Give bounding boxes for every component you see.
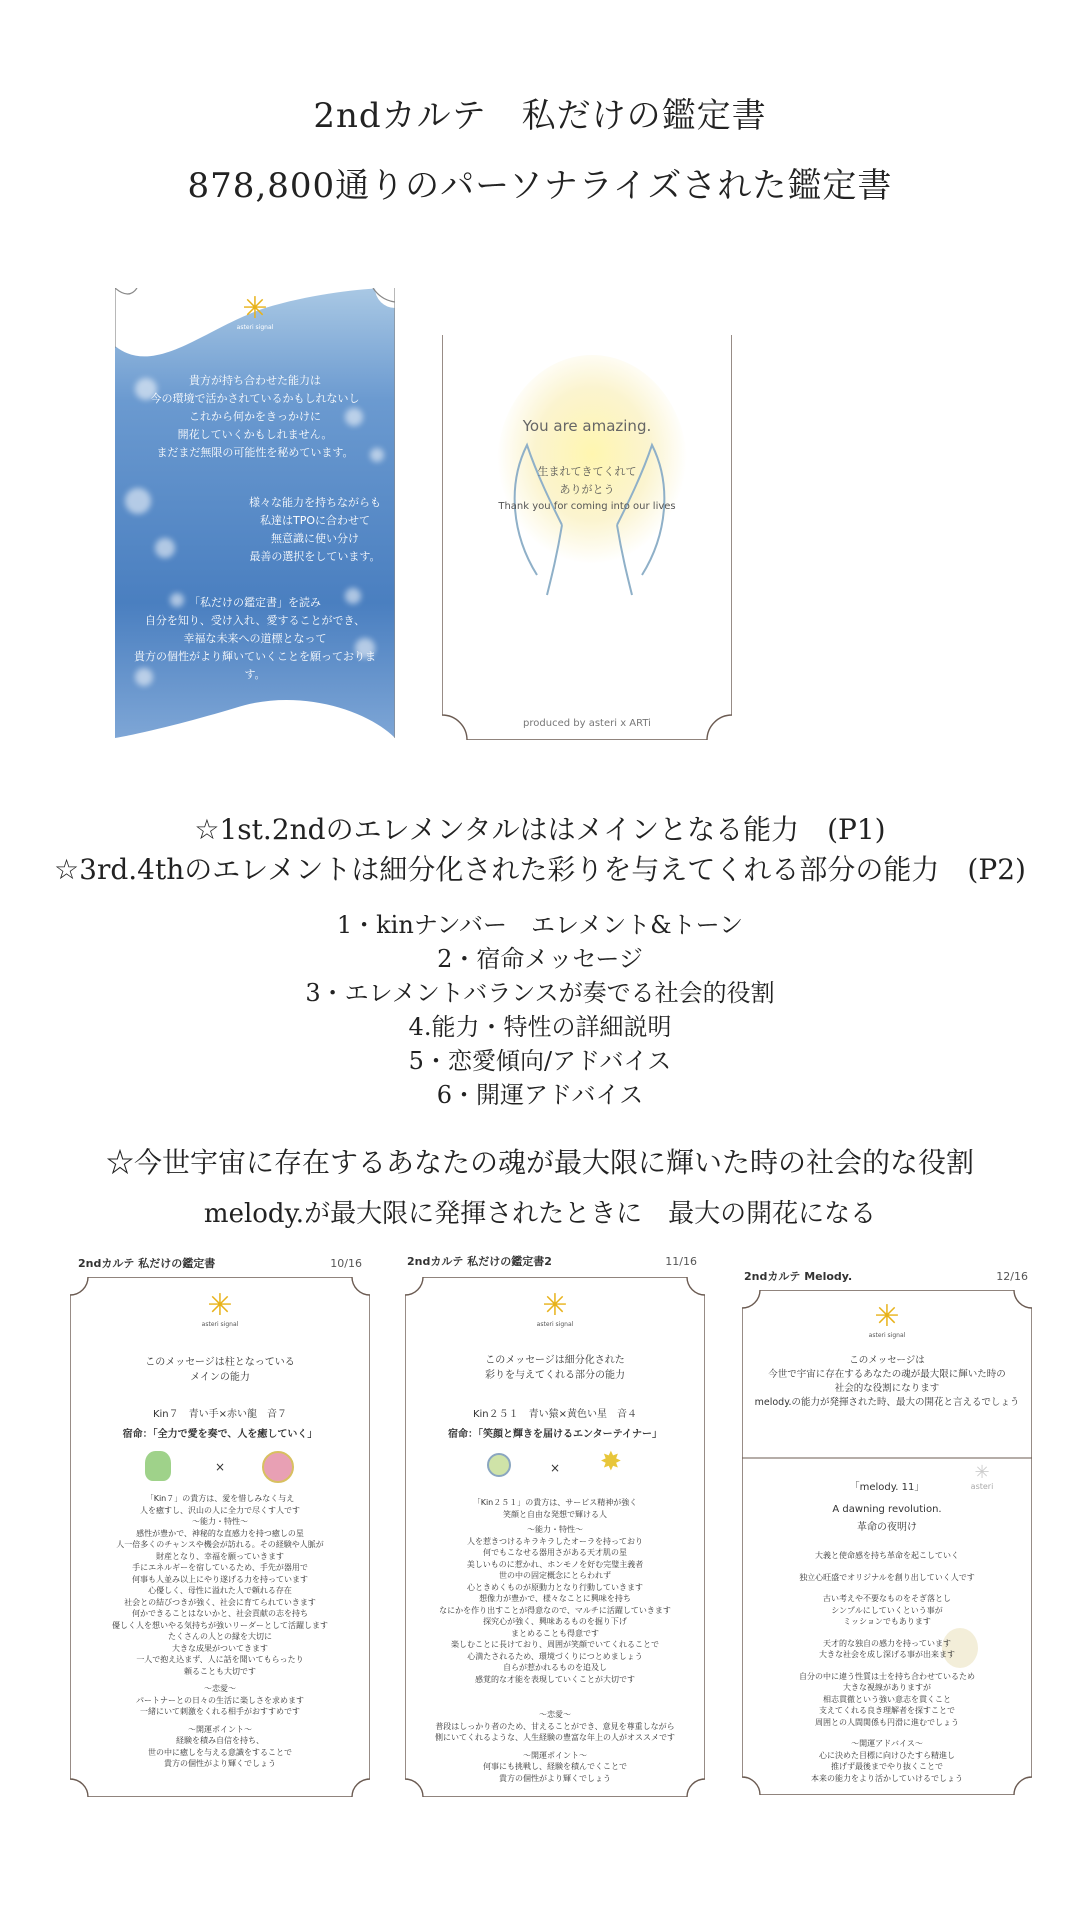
asterisk-logo-icon: ✳	[207, 1288, 233, 1323]
text-line: 〜恋愛〜	[204, 1684, 236, 1693]
bokeh-dot	[155, 538, 175, 558]
text-line: まとめることも得意です	[511, 1628, 599, 1638]
logo-text: asteri signal	[201, 1321, 239, 1328]
card-intro	[742, 1354, 1032, 1410]
text-line: 〜能力・特性〜	[527, 1525, 583, 1534]
text-line: 本来の能力をより活かしていけるでしょう	[811, 1773, 963, 1783]
text-line: 何かできることはないかと、社会貢献の志を持ち	[132, 1609, 308, 1618]
card-intro	[70, 1355, 370, 1385]
text-line: 頼ることも大切です	[184, 1666, 256, 1676]
text-line: 人を惹きつけるキラキラしたオーラを持っており	[467, 1536, 643, 1546]
logo-text: asteri signal	[236, 324, 274, 331]
text-line: 財産となり、幸福を願っていきます	[156, 1551, 284, 1561]
text-line: 最善の選択をしています。	[249, 550, 381, 563]
logo-text: asteri signal	[536, 1321, 574, 1328]
kin-line: Kin２５１ 青い猿×黄色い星 音４	[472, 1409, 638, 1420]
feature-line1: ☆1st.2ndのエレメンタルははメインとなる能力 (P1)	[194, 813, 886, 846]
list-item: 1・kinナンバー エレメント&トーン	[336, 911, 744, 939]
text-line: 古い考えや不要なものをそぎ落とし	[823, 1594, 951, 1603]
text-line: 優しく人を想いやる気持ちが強いリーダーとして活躍します	[112, 1620, 328, 1630]
text-line: 社会的な役割になります	[834, 1383, 940, 1394]
blue-card-para2	[235, 494, 395, 566]
text-line: 感覚的な才能を表現していくことが大切です	[475, 1674, 635, 1684]
text-line: 感性が豊かで、神秘的な直感力を持つ癒しの星	[136, 1528, 304, 1538]
card-body	[76, 1493, 364, 1770]
destiny-line: 宿命：「笑顔と輝きを届けるエンターテイナー」	[448, 1429, 662, 1440]
text-line: 人一倍多くのチャンスや機会が訪れる。その経験や人脈が	[116, 1540, 324, 1549]
text-line: 側にいてくれるような、人生経験の豊富な年上の人がオススメです	[435, 1733, 675, 1742]
text-line: 相志貫徹という強い意志を貫くこと	[823, 1694, 951, 1704]
text-line: 一緒にいて刺激をくれる相手がおすすめです	[139, 1707, 301, 1716]
text-line: 今世で宇宙に存在するあなたの魂が最大限に輝いた時の	[768, 1369, 1006, 1380]
text-line: このメッセージは細分化された	[485, 1355, 625, 1366]
blue-card-para3	[115, 594, 395, 684]
text-line: 人を癒すし、沢山の人に全力で尽くす人です	[140, 1505, 300, 1515]
text-line: 開花していくかもしれません。	[177, 428, 333, 441]
text-line: 探究心が強く、興味あるものを掘り下げ	[483, 1617, 627, 1626]
times-symbol: ×	[549, 1461, 561, 1475]
blue-card	[115, 288, 395, 738]
hands-card	[442, 335, 732, 740]
hands-line3: ありがとう	[559, 483, 615, 496]
hands-line2: 生まれてきてくれて	[537, 465, 637, 478]
bottom-card-2	[405, 1253, 705, 1798]
list-item: 3・エレメントバランスが奏でる社会的役割	[305, 979, 775, 1007]
text-line: 〜恋愛〜	[539, 1710, 571, 1719]
revolution-jp: 革命の夜明け	[857, 1522, 917, 1533]
text-line: 貴方の個性がより輝いていくことを願っておりま	[134, 650, 376, 663]
text-line: 大義と使命感を持ち革命を起こしていく	[815, 1551, 959, 1560]
text-line: 私達はTPOに合わせて	[259, 514, 370, 527]
hands-line1: You are amazing.	[522, 417, 652, 435]
text-line: 様々な能力を持ちながらも	[249, 496, 381, 509]
melody-title: 「melody. 11」	[849, 1482, 925, 1493]
asterisk-logo-icon: ✳	[542, 1288, 568, 1323]
text-line: 周囲との人間関係も円滑に進むでしょう	[815, 1717, 959, 1727]
text-line: 「Kin２５１」の貴方は、サービス精神が強く	[472, 1498, 638, 1507]
text-line: 経験を積み自信を持ち、	[176, 1736, 264, 1745]
card-intro	[405, 1353, 705, 1383]
text-line: 〜開運アドバイス〜	[851, 1739, 923, 1748]
text-line: 独立心旺盛でオリジナルを創り出していく人です	[799, 1572, 975, 1582]
text-line: シンプルにしていくという事が	[831, 1605, 943, 1615]
text-line: パートナーとの日々の生活に楽しさを求めます	[136, 1695, 304, 1705]
feature-line2: ☆3rd.4thのエレメントは細分化された彩りを与えてくれる部分の能力 (P2)	[54, 853, 1026, 886]
text-line: 大きな社会を成し深げる事が出来ます	[819, 1650, 955, 1659]
text-line: 何事も人並み以上にやり遂げる力を持っています	[132, 1574, 308, 1584]
text-line: 「Kin７」の貴方は、愛を惜しみなく与え	[145, 1494, 295, 1503]
text-line: 手にエネルギーを宿しているため、手先が器用で	[132, 1563, 308, 1572]
text-line: 社会との結びつきが強く、社会に育てられていきます	[124, 1597, 316, 1607]
text-line: 大きな視線がありますが	[843, 1683, 931, 1692]
kin-line: Kin７ 青い手×赤い龍 音７	[152, 1409, 288, 1420]
list-item: 6・開運アドバイス	[436, 1081, 644, 1109]
text-line: 大きな成果がついてきます	[172, 1643, 268, 1653]
text-line: 心満たされるため、環境づくりにつとめましょう	[467, 1651, 643, 1661]
text-line: 〜能力・特性〜	[192, 1517, 248, 1526]
card-body	[411, 1497, 699, 1784]
text-line: 自分を知り、受け入れ、愛することができ、	[144, 614, 366, 627]
asteri-logo	[235, 291, 275, 331]
page-number: 11/16	[665, 1255, 697, 1268]
text-line: melody.の能力が発揮された時、最大の開花と言えるでしょう	[754, 1397, 1020, 1408]
text-line: ミッションでもあります	[843, 1617, 931, 1626]
asteri-mark-text: asteri	[970, 1482, 994, 1491]
card-header: 2ndカルテ 私だけの鑑定書2	[407, 1255, 552, 1268]
text-line: たくさんの人との縁を大切に	[168, 1632, 272, 1641]
text-line: 貴方の個性がより輝くでしょう	[499, 1773, 611, 1783]
text-line: 貴方が持ち合わせた能力は	[189, 374, 321, 387]
text-line: 自分の中に違う性質は士を持ち合わせているため	[799, 1671, 975, 1681]
text-line: 心優しく、母性に溢れた人で頼れる存在	[148, 1586, 292, 1595]
text-line: 世の中の固定概念にとらわれず	[499, 1571, 611, 1580]
text-line: 彩りを与えてくれる部分の能力	[485, 1370, 625, 1381]
card-body	[748, 1550, 1026, 1784]
list-item: 4.能力・特性の詳細説明	[408, 1013, 672, 1041]
text-line: 〜開運ポイント〜	[188, 1724, 252, 1734]
text-line: 心ときめくものが原動力となり行動していきます	[467, 1582, 643, 1592]
text-line: 推げず最後までやり抜くことで	[831, 1762, 943, 1771]
text-line: 何でもこなせる器用さがある天才肌の星	[483, 1548, 627, 1557]
text-line: 何事にも挑戦し、経験を積んでくことで	[483, 1762, 627, 1771]
times-symbol: ×	[214, 1460, 226, 1474]
text-line: このメッセージは柱となっている	[145, 1357, 295, 1368]
hands-card-frame	[442, 335, 732, 740]
blue-card-para1	[115, 372, 395, 462]
page-subtitle: 878,800通りのパーソナライズされた鑑定書	[187, 166, 893, 206]
asterisk-mark-icon: ✳	[974, 1462, 990, 1483]
text-line: 美しいものに惹かれ、ホンモノを好む完璧主義者	[466, 1559, 644, 1569]
role-subheading: melody.が最大限に発揮されたときに 最大の開花になる	[203, 1199, 877, 1229]
asteri-logo	[742, 1299, 1032, 1339]
asterisk-logo-icon: ✳	[874, 1299, 900, 1334]
asterisk-logo-icon: ✳	[242, 291, 268, 326]
text-line: 一人で抱え込まず、人に話を聞いてもらったり	[136, 1655, 304, 1664]
hands-footer: produced by asteri x ARTi	[523, 718, 651, 729]
list-item: 2・宿命メッセージ	[437, 945, 643, 973]
text-line: 笑顔と自由な発想で輝ける人	[503, 1509, 607, 1519]
text-line: 支えてくれる良き理解者を探すことで	[819, 1706, 955, 1715]
text-line: これから何かをきっかけに	[189, 410, 321, 423]
asteri-mark	[962, 1464, 1002, 1491]
role-heading: ☆今世宇宙に存在するあなたの魂が最大限に輝いた時の社会的な役割	[105, 1146, 974, 1179]
text-line: 〜開運ポイント〜	[523, 1750, 587, 1760]
text-line: す。	[244, 668, 266, 681]
text-line: 無意識に使い分け	[271, 532, 359, 545]
text-line: 普段はしっかり者のため、甘えることができ、意見を尊重しながら	[435, 1721, 675, 1731]
list-item: 5・恋愛傾向/アドバイス	[408, 1047, 672, 1075]
text-line: 楽しむことに長けており、周囲が笑顔でいてくれることで	[451, 1640, 659, 1649]
text-line: 今の環境で活かされているかもしれないし	[150, 392, 360, 405]
text-line: 「私だけの鑑定書」を読み	[189, 596, 321, 609]
card-header: 2ndカルテ Melody.	[744, 1270, 853, 1283]
text-line: このメッセージは	[849, 1355, 925, 1366]
text-line: 天才的な独自の感力を持っています	[823, 1638, 951, 1648]
dragon-glyph-icon	[262, 1451, 294, 1483]
asteri-logo	[405, 1288, 705, 1328]
text-line: まだまだ無限の可能性を秘めています。	[156, 446, 354, 459]
text-line: 想像力が豊かで、様々なことに興味を持ち	[479, 1594, 631, 1603]
text-line: 自らが惹かれるものを追及し	[503, 1663, 607, 1672]
star-glyph-icon: ✸	[600, 1447, 622, 1477]
logo-text: asteri signal	[868, 1332, 906, 1339]
text-line: メインの能力	[190, 1372, 250, 1383]
text-line: 心に決めた目標に向けひたすら精進し	[819, 1750, 955, 1760]
text-line: 世の中に癒しを与える意識をすることで	[148, 1747, 292, 1757]
text-line: 幸福な未来への道標となって	[183, 632, 327, 645]
page-title: 2ndカルテ 私だけの鑑定書	[313, 96, 767, 136]
page-number: 10/16	[330, 1257, 362, 1270]
page-number: 12/16	[996, 1270, 1028, 1283]
bokeh-dot	[125, 488, 151, 514]
contents-list	[0, 908, 1080, 1112]
hands-line4: Thank you for coming into our lives	[498, 501, 676, 512]
card-header: 2ndカルテ 私だけの鑑定書	[78, 1257, 216, 1270]
asteri-logo	[70, 1288, 370, 1328]
bottom-card-1	[70, 1255, 370, 1795]
revolution-en: A dawning revolution.	[832, 1504, 942, 1515]
text-line: 貴方の個性がより輝くでしょう	[164, 1759, 276, 1768]
bottom-card-3	[742, 1268, 1032, 1808]
blue-card-sign: 愛を込めて	[227, 718, 283, 731]
text-line: なにかを作り出すことが得意なので、マルチに活躍していきます	[439, 1605, 671, 1615]
destiny-line: 宿命：「全力で愛を奏で、人を癒していく」	[122, 1429, 318, 1440]
